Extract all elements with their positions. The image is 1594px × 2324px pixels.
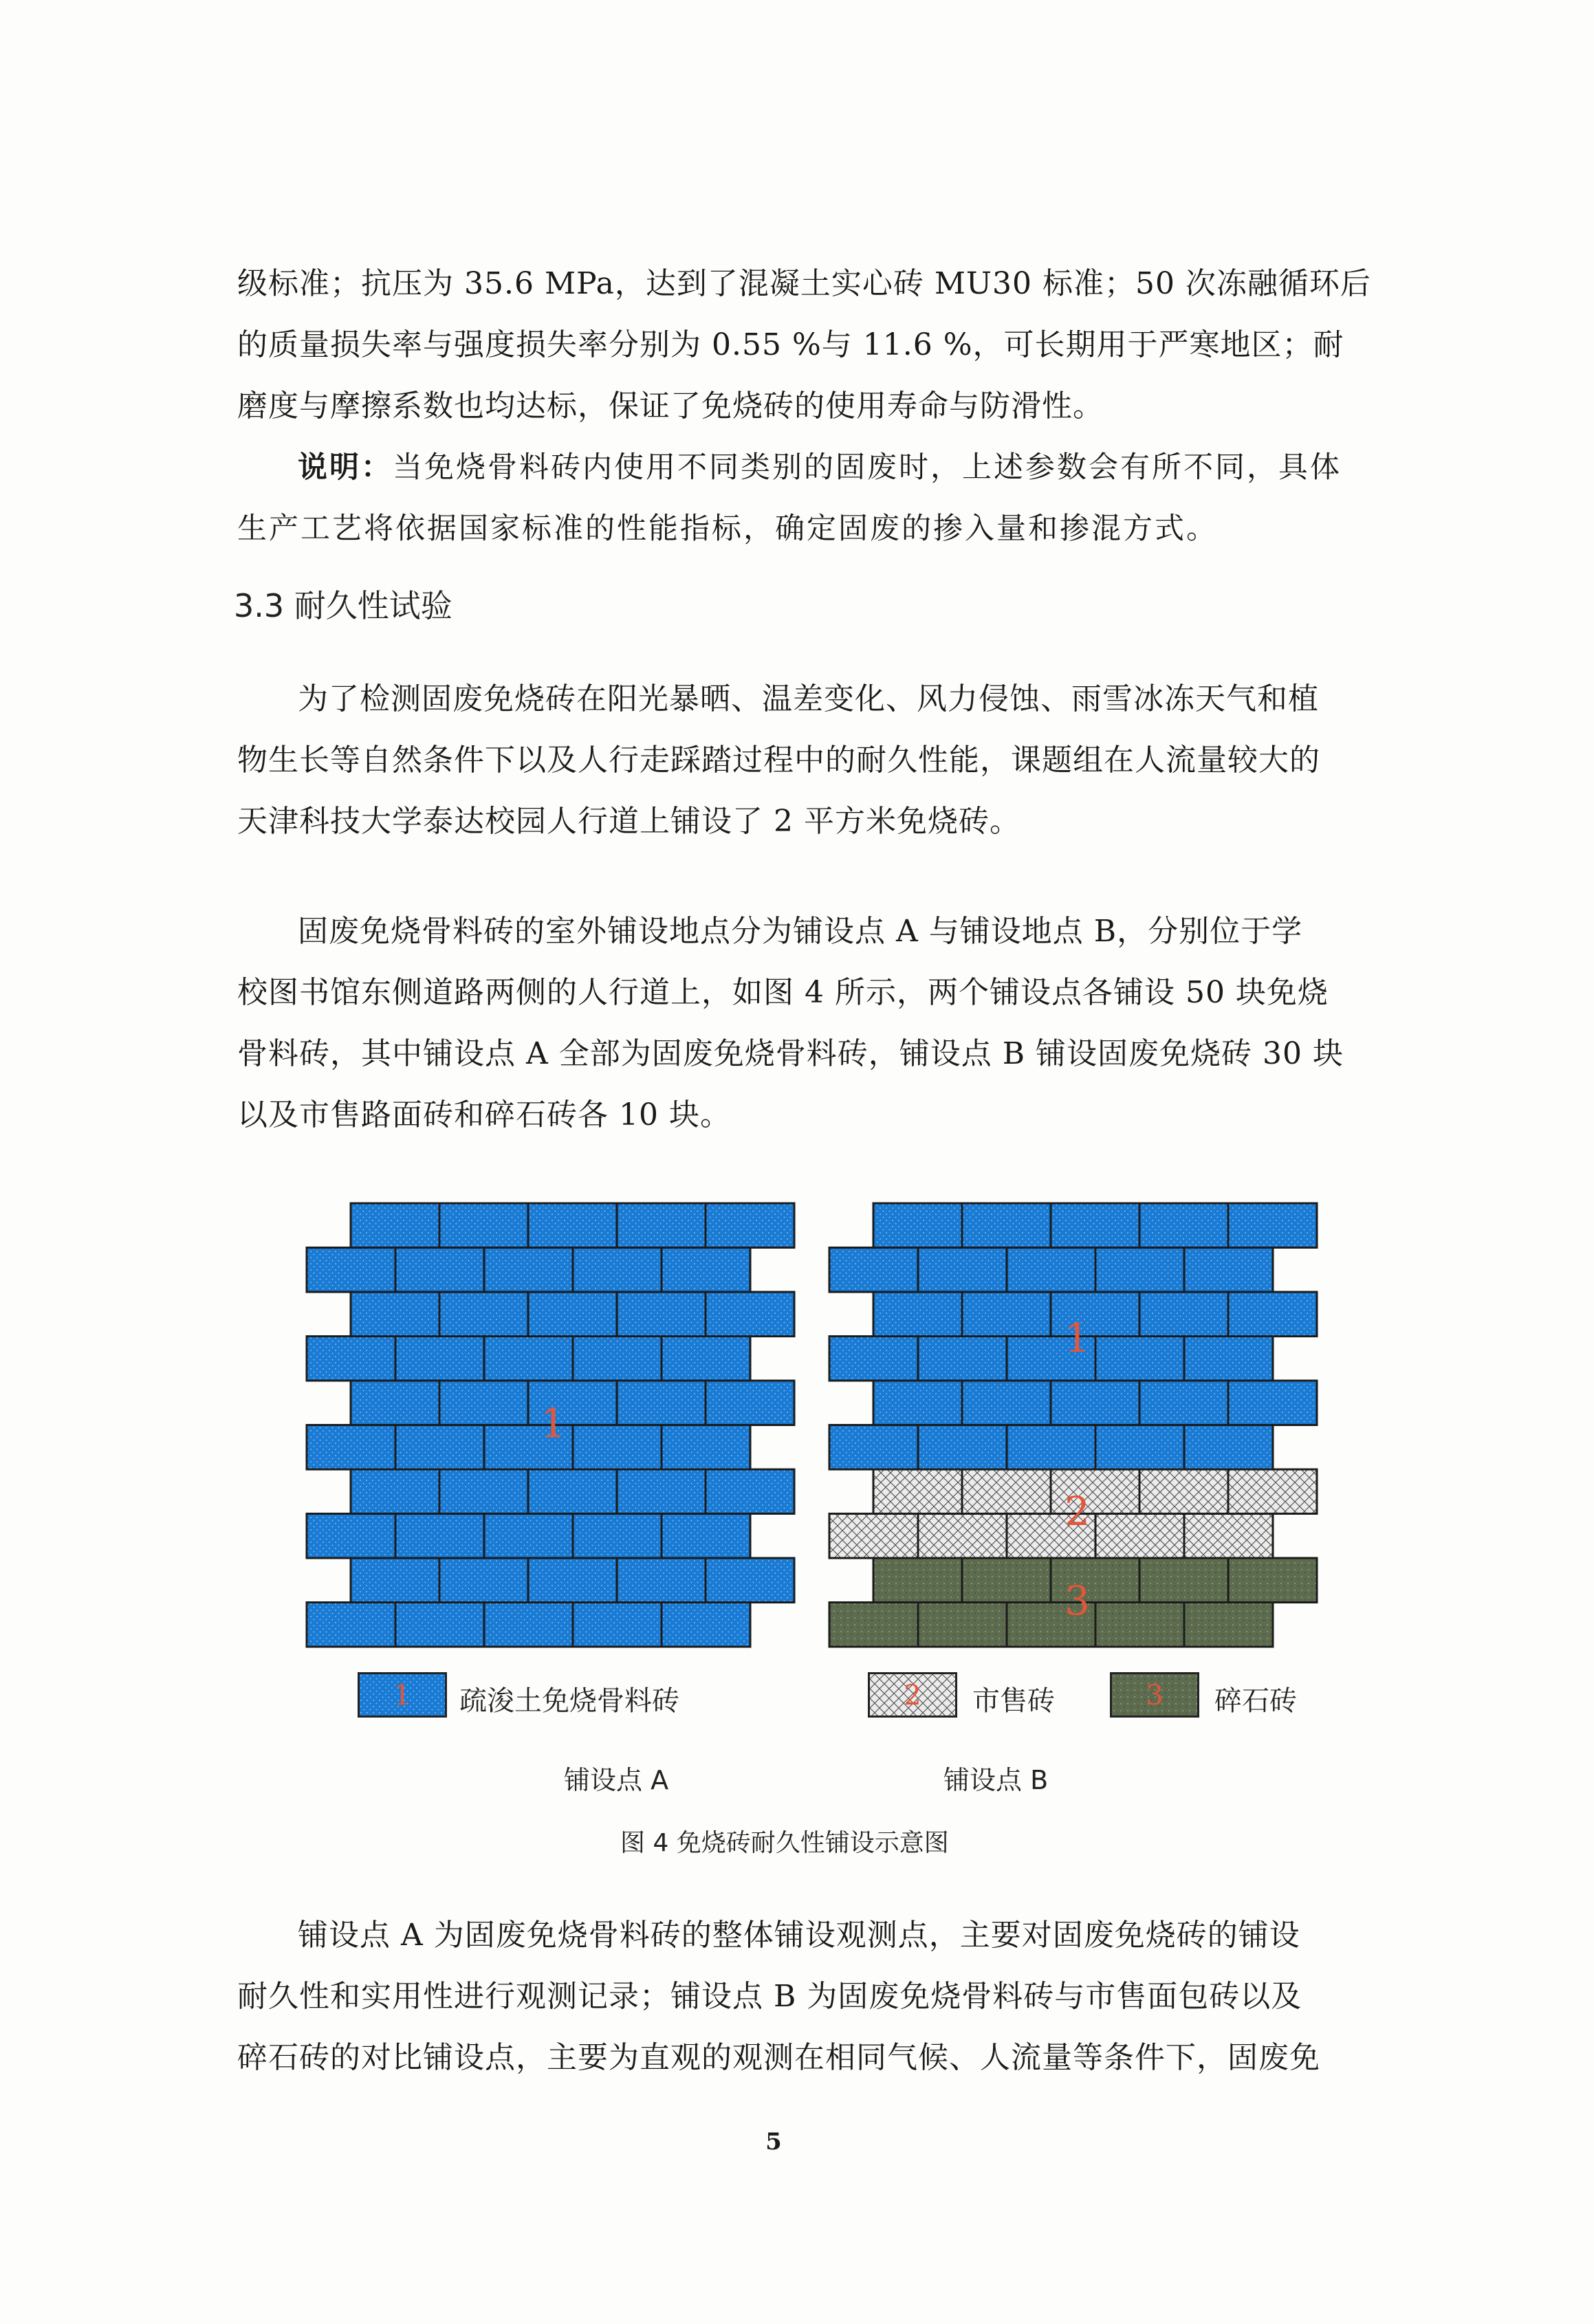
text-line: 物生长等自然条件下以及人行走踩踏过程中的耐久性能，课题组在人流量较大的: [237, 743, 1320, 778]
brick: [662, 1514, 750, 1559]
wall-b-number-3: 3: [1065, 1577, 1090, 1624]
text-line: 校图书馆东侧道路两侧的人行道上，如图 4 所示，两个铺设点各铺设 50 块免烧: [237, 975, 1329, 1010]
text-line: 当免烧骨料砖内使用不同类别的固废时，上述参数会有所不同，具体: [393, 450, 1342, 485]
text-line: 生产工艺将依据国家标准的性能指标，确定固废的掺入量和掺混方式。: [237, 512, 1218, 546]
brick: [395, 1425, 484, 1470]
brick: [829, 1248, 918, 1293]
brick: [918, 1425, 1007, 1470]
page-number: 5: [765, 2128, 782, 2156]
brick: [484, 1603, 573, 1647]
brick: [307, 1425, 395, 1470]
brick: [1139, 1381, 1228, 1425]
paragraph-4: [237, 1905, 1351, 2088]
brick: [351, 1558, 439, 1603]
brick: [307, 1337, 395, 1381]
brick: [528, 1292, 617, 1337]
brick: [395, 1337, 484, 1381]
brick: [1095, 1337, 1184, 1381]
brick: [918, 1514, 1007, 1559]
brick: [528, 1558, 617, 1603]
brick: [1007, 1248, 1095, 1293]
brick: [706, 1203, 794, 1248]
legend-label-2: 市售砖: [972, 1685, 1055, 1717]
brick: [1095, 1514, 1184, 1559]
brick: [439, 1558, 528, 1603]
brick: [395, 1603, 484, 1647]
brick: [395, 1248, 484, 1293]
brick: [873, 1381, 962, 1425]
brick: [829, 1337, 918, 1381]
text-line: 磨度与摩擦系数也均达标，保证了免烧砖的使用寿命与防滑性。: [237, 388, 1104, 424]
text-line: 铺设点 A 为固废免烧骨料砖的整体铺设观测点，主要对固废免烧砖的铺设: [298, 1918, 1300, 1953]
brick: [573, 1425, 662, 1470]
wall-b-number-2: 2: [1065, 1488, 1090, 1535]
text-line: 碎石砖的对比铺设点，主要为直观的观测在相同气候、人流量等条件下，固废免: [237, 2040, 1320, 2075]
brick: [351, 1292, 439, 1337]
brick: [573, 1337, 662, 1381]
figure-caption: 图 4 免烧砖耐久性铺设示意图: [620, 1829, 949, 1857]
brick: [439, 1203, 528, 1248]
brick: [528, 1203, 617, 1248]
brick: [662, 1425, 750, 1470]
brick: [1228, 1469, 1317, 1514]
brick: [1007, 1425, 1095, 1470]
brick: [484, 1514, 573, 1559]
brick: [662, 1337, 750, 1381]
text-line: 以及市售路面砖和碎石砖各 10 块。: [237, 1097, 731, 1132]
text-line: 的质量损失率与强度损失率分别为 0.55 %与 11.6 %，可长期用于严寒地区；耐: [237, 327, 1344, 362]
brick: [351, 1381, 439, 1425]
brick: [573, 1514, 662, 1559]
brick: [962, 1203, 1051, 1248]
brick: [1139, 1203, 1228, 1248]
brick: [829, 1514, 918, 1559]
brick: [307, 1248, 395, 1293]
brick: [1139, 1558, 1228, 1603]
brick: [962, 1381, 1051, 1425]
brick: [706, 1469, 794, 1514]
brick: [873, 1469, 962, 1514]
text-line: 为了检测固废免烧砖在阳光暴晒、温差变化、风力侵蚀、雨雪冰冻天气和植: [298, 681, 1319, 716]
brick: [829, 1425, 918, 1470]
brick: [307, 1603, 395, 1647]
legend-number: 3: [1146, 1680, 1164, 1711]
text-line: 级标准；抗压为 35.6 MPa，达到了混凝土实心砖 MU30 标准；50 次冻融循环后: [237, 266, 1371, 301]
section-heading: 3.3 耐久性试验: [234, 587, 452, 624]
brick: [1139, 1469, 1228, 1514]
brick: [918, 1248, 1007, 1293]
brick: [573, 1248, 662, 1293]
brick: [1095, 1248, 1184, 1293]
brick: [351, 1469, 439, 1514]
brick: [617, 1381, 706, 1425]
brick: [706, 1558, 794, 1603]
wall-a-number: 1: [541, 1400, 566, 1447]
brick: [873, 1292, 962, 1337]
brick: [962, 1292, 1051, 1337]
brick: [1228, 1558, 1317, 1603]
brick: [307, 1514, 395, 1559]
brick: [1184, 1514, 1273, 1559]
brick: [484, 1248, 573, 1293]
brick: [1139, 1292, 1228, 1337]
legend-swatch-2: [868, 1672, 957, 1718]
brick: [1184, 1425, 1273, 1470]
site-b-label: 铺设点 B: [943, 1765, 1049, 1795]
wall-b-number-1: 1: [1065, 1315, 1090, 1361]
brick: [439, 1469, 528, 1514]
brick: [439, 1381, 528, 1425]
site-a-label: 铺设点 A: [564, 1765, 669, 1795]
brick: [706, 1292, 794, 1337]
brick: [617, 1469, 706, 1514]
text-line: 耐久性和实用性进行观测记录；铺设点 B 为固废免烧骨料砖与市售面包砖以及: [237, 1979, 1302, 2014]
brick: [962, 1469, 1051, 1514]
brick: [1051, 1381, 1139, 1425]
brick: [1095, 1425, 1184, 1470]
brick: [1184, 1603, 1273, 1647]
legend-swatch-3: [1110, 1672, 1199, 1718]
brick: [829, 1603, 918, 1647]
brick: [1228, 1203, 1317, 1248]
brick: [1095, 1603, 1184, 1647]
legend-number: 2: [904, 1680, 921, 1711]
brick: [918, 1603, 1007, 1647]
brick: [873, 1558, 962, 1603]
brick: [1228, 1292, 1317, 1337]
brick: [617, 1203, 706, 1248]
brick: [439, 1292, 528, 1337]
brick: [573, 1603, 662, 1647]
brick: [1228, 1381, 1317, 1425]
legend-number: 1: [393, 1680, 411, 1711]
brick: [662, 1248, 750, 1293]
brick: [395, 1514, 484, 1559]
brick: [918, 1337, 1007, 1381]
legend-label-3: 碎石砖: [1214, 1685, 1297, 1717]
text-line: 骨料砖，其中铺设点 A 全部为固废免烧骨料砖，铺设点 B 铺设固废免烧砖 30 块: [237, 1036, 1344, 1071]
brick: [617, 1558, 706, 1603]
brick: [1184, 1337, 1273, 1381]
brick: [1051, 1203, 1139, 1248]
brick: [962, 1558, 1051, 1603]
text-line: 固废免烧骨料砖的室外铺设地点分为铺设点 A 与铺设地点 B，分别位于学: [298, 914, 1303, 949]
text-line: 天津科技大学泰达校园人行道上铺设了 2 平方米免烧砖。: [237, 804, 1020, 839]
brick: [484, 1337, 573, 1381]
brick: [617, 1292, 706, 1337]
brick: [873, 1203, 962, 1248]
brick: [706, 1381, 794, 1425]
brick: [528, 1469, 617, 1514]
brick: [351, 1203, 439, 1248]
legend-label-1: 疏浚土免烧骨料砖: [459, 1685, 679, 1717]
brick: [1184, 1248, 1273, 1293]
note-label: 说明：: [298, 450, 393, 485]
brick: [662, 1603, 750, 1647]
legend-swatch-1: [358, 1672, 447, 1718]
